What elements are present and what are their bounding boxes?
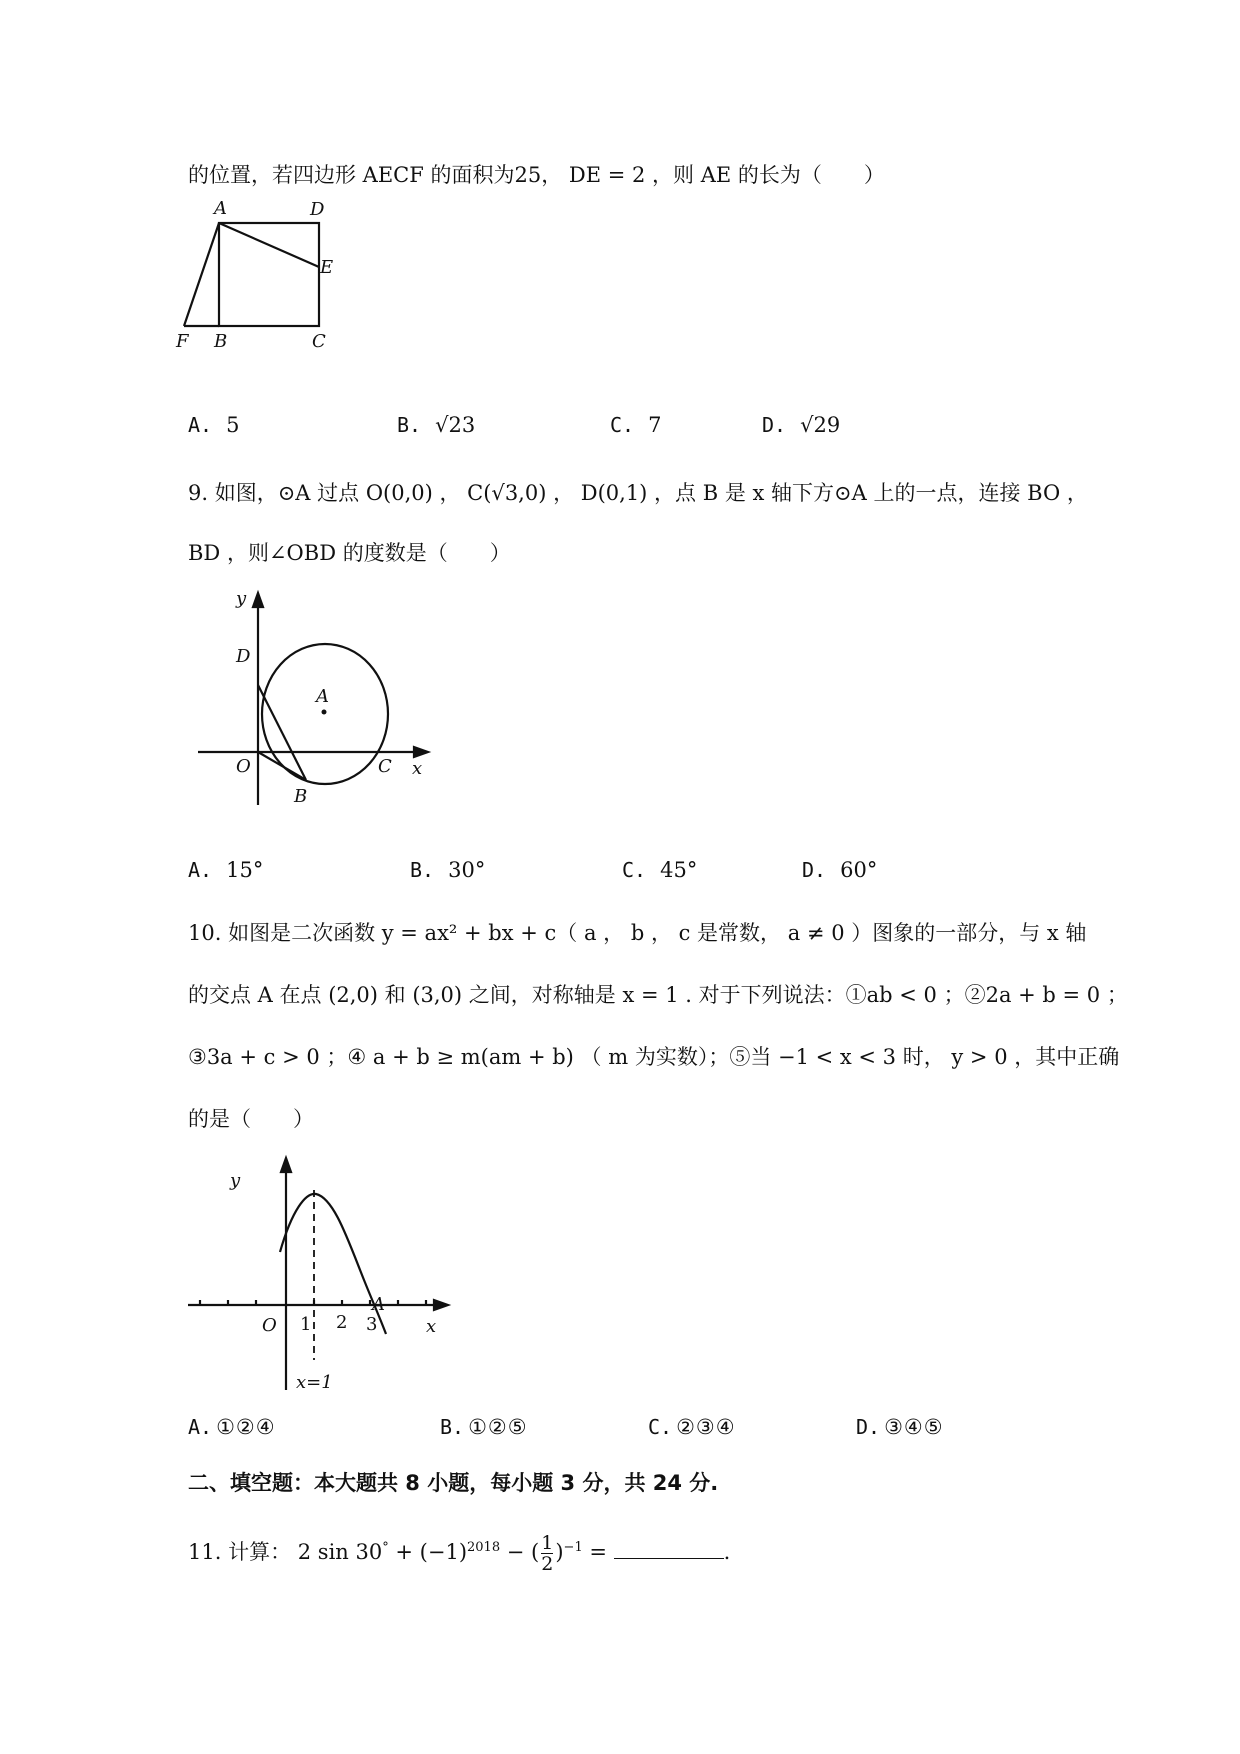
option-value: √23 <box>435 413 476 437</box>
q9-option-a <box>188 855 263 885</box>
q9-stem-line-1: 9. 如图，⊙A 过点 O(0,0) ， C(√3,0) ， D(0,1) ，点 B 是 x 轴下方⊙A 上的一点，连接 BO ， <box>188 481 1088 505</box>
q11-suffix: . <box>723 1540 731 1564</box>
q8-option-a <box>188 410 239 440</box>
q9-label-b: B <box>294 786 308 807</box>
q10-option-b <box>440 1412 528 1442</box>
q10-stem-line-3: ③3a + c > 0 ；④ a + b ≥ m(am + b) （ m 为实数）；⑤当 −1 < x < 3 时， y > 0 ，其中正确 <box>188 1045 1120 1069</box>
option-letter: C. <box>622 858 647 882</box>
q10-option-d <box>856 1412 944 1442</box>
q11-expr-part1: 2 sin 30 <box>297 1540 383 1564</box>
option-value: 15° <box>226 858 264 882</box>
q11-expr-part3: − ( <box>500 1540 540 1564</box>
option-letter: D. <box>762 413 787 437</box>
q10-y-arrow <box>281 1158 291 1172</box>
q9-label-x: x <box>412 758 423 779</box>
q10-parabola <box>280 1194 386 1334</box>
option-letter: B. <box>440 1415 465 1439</box>
q10-option-a <box>188 1412 276 1442</box>
q10-label-1: 1 <box>300 1314 312 1335</box>
option-letter: D. <box>856 1415 881 1439</box>
q8-label-e: E <box>320 257 334 278</box>
q11-exp-2018: 2018 <box>467 1540 501 1555</box>
q10-stem-line-1: 10. 如图是二次函数 y = ax² + bx + c（ a ， b ， c 是常数， a ≠ 0 ）图象的一部分，与 x 轴 <box>188 921 1087 945</box>
option-value: √29 <box>800 413 841 437</box>
option-value: 45° <box>660 858 698 882</box>
q11-expr-part2: + (−1) <box>388 1540 468 1564</box>
option-letter: C. <box>610 413 635 437</box>
q11-expr-part4: ) <box>555 1540 564 1564</box>
q8-label-f: F <box>176 331 189 352</box>
q9-option-d <box>802 855 877 885</box>
q11-frac-num: 1 <box>541 1532 554 1554</box>
q10-stem-line-2: 的交点 A 在点 (2,0) 和 (3,0) 之间，对称轴是 x = 1 . 对于下列说法：①ab < 0 ；②2a + b = 0 ； <box>188 983 1128 1007</box>
q10-label-3: 3 <box>366 1314 378 1335</box>
q10-label-a: A <box>372 1294 385 1315</box>
option-value: ②③④ <box>676 1415 736 1439</box>
option-letter: A. <box>188 858 213 882</box>
option-value: 30° <box>448 858 486 882</box>
q10-label-y: y <box>230 1170 241 1191</box>
q11-answer-blank[interactable] <box>614 1540 724 1559</box>
q8-label-b: B <box>214 331 228 352</box>
q11-expr-part5: = <box>582 1540 614 1564</box>
q8-label-d: D <box>310 199 325 220</box>
q11-line <box>188 1526 730 1574</box>
q9-label-a: A <box>316 686 329 707</box>
option-value: ①②④ <box>216 1415 276 1439</box>
option-letter: A. <box>188 413 213 437</box>
q8-square <box>219 223 319 326</box>
q10-label-o: O <box>262 1315 277 1336</box>
q8-figure <box>176 198 368 365</box>
q9-label-d: D <box>236 646 251 667</box>
option-letter: D. <box>802 858 827 882</box>
option-letter: B. <box>410 858 435 882</box>
option-letter: B. <box>397 413 422 437</box>
q8-segment-ae <box>219 223 319 267</box>
q10-x-arrow <box>434 1300 448 1310</box>
q9-x-arrow <box>414 747 428 757</box>
section2-heading: 二、填空题：本大题共 8 小题，每小题 3 分，共 24 分. <box>188 1471 719 1495</box>
q10-figure <box>188 1150 468 1400</box>
q10-stem-line-4: 的是（ ） <box>188 1107 314 1131</box>
q10-label-axis: x=1 <box>296 1372 333 1393</box>
q9-label-c: C <box>378 756 392 777</box>
q8-label-c: C <box>312 331 326 352</box>
q8-stem-line: 的位置，若四边形 AECF 的面积为25， DE = 2 ，则 AE 的长为（ ） <box>188 163 885 187</box>
q11-exp-neg1: −1 <box>563 1540 583 1555</box>
option-value: 5 <box>226 413 240 437</box>
q9-option-b <box>410 855 485 885</box>
q9-option-c <box>622 855 697 885</box>
q9-stem-line-2: BD ，则∠OBD 的度数是（ ） <box>188 541 511 565</box>
q10-label-x: x <box>426 1316 437 1337</box>
q9-center-dot <box>322 710 327 715</box>
option-value: 7 <box>648 413 662 437</box>
q10-option-c <box>648 1412 736 1442</box>
q11-fraction <box>541 1533 553 1574</box>
q8-label-a: A <box>214 198 227 219</box>
q11-frac-den: 2 <box>541 1553 554 1575</box>
q10-label-2: 2 <box>336 1312 348 1333</box>
q9-figure <box>190 590 450 820</box>
option-letter: A. <box>188 1415 213 1439</box>
q8-segment-af <box>184 223 219 326</box>
option-value: 60° <box>840 858 878 882</box>
q11-prefix: 11. 计算： <box>188 1540 292 1564</box>
q9-label-o: O <box>236 756 251 777</box>
option-value: ①②⑤ <box>468 1415 528 1439</box>
option-value: ③④⑤ <box>884 1415 944 1439</box>
q9-y-arrow <box>253 593 263 607</box>
q9-label-y: y <box>236 588 247 609</box>
q8-option-b <box>397 410 475 440</box>
q11-deg: ° <box>382 1540 389 1555</box>
option-letter: C. <box>648 1415 673 1439</box>
q8-option-c <box>610 410 661 440</box>
q8-option-d <box>762 410 840 440</box>
